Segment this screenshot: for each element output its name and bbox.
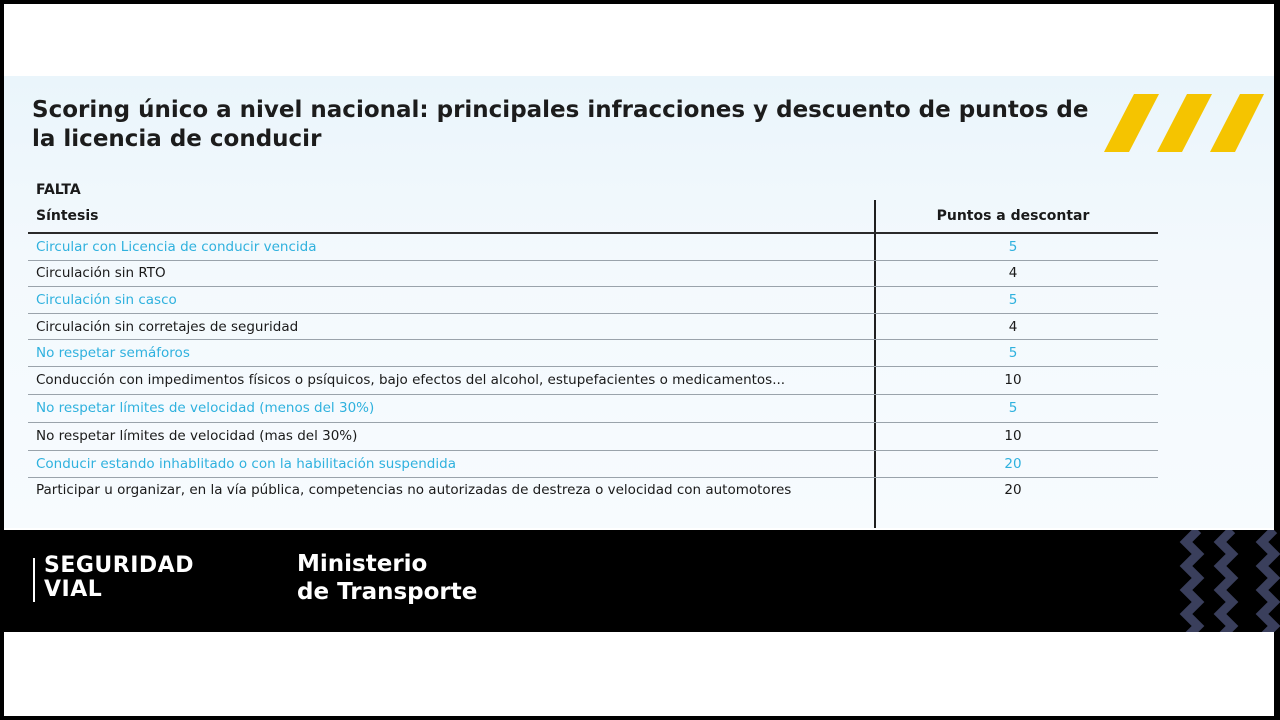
- row-falta: No respetar límites de velocidad (mas del 30%): [36, 428, 358, 445]
- table-row: [28, 287, 1158, 314]
- seguridad-vial-logo: [44, 554, 194, 602]
- header-puntos: Puntos a descontar: [936, 208, 1090, 224]
- table-row: [28, 423, 1158, 451]
- table-row: [28, 261, 1158, 288]
- table-row: [28, 478, 1158, 508]
- row-falta: Circulación sin corretajes de seguridad: [36, 318, 299, 335]
- table-row: [28, 314, 1158, 341]
- brand-divider: [33, 558, 35, 602]
- brand-line-2: VIAL: [44, 577, 103, 602]
- table-row: [28, 451, 1158, 478]
- row-falta: Participar u organizar, en la vía pública, competencias no autorizadas de destreza o velocidad con automotores: [36, 481, 792, 498]
- row-puntos: 20: [1004, 455, 1022, 472]
- row-falta: Circular con Licencia de conducir vencida: [36, 238, 317, 255]
- row-puntos: 5: [1008, 238, 1018, 255]
- slide-title: Scoring único a nivel nacional: principales infracciones y descuento de puntos de la licencia de conducir: [32, 97, 1089, 152]
- table-body: [28, 234, 1158, 508]
- table-row: [28, 367, 1158, 395]
- row-puntos: 20: [1004, 481, 1022, 498]
- row-falta: Circulación sin RTO: [36, 265, 166, 282]
- ministry-line-1: Ministerio: [297, 551, 428, 577]
- row-puntos: 5: [1008, 400, 1018, 417]
- zigzag-pattern-decoration: [1176, 530, 1280, 632]
- row-falta: Circulación sin casco: [36, 291, 177, 308]
- table-row: [28, 340, 1158, 367]
- row-puntos: 5: [1008, 291, 1018, 308]
- row-falta: Conducción con impedimentos físicos o psíquicos, bajo efectos del alcohol, estupefacientes o medicamentos...: [36, 372, 786, 389]
- yellow-stripes-decoration: [1104, 94, 1264, 152]
- table-row: [28, 234, 1158, 261]
- brand-line-1: SEGURIDAD: [44, 553, 194, 578]
- row-puntos: 10: [1004, 372, 1022, 389]
- row-falta: No respetar límites de velocidad (menos del 30%): [36, 400, 375, 417]
- ministry-logo: [297, 550, 477, 606]
- row-puntos: 4: [1008, 265, 1018, 282]
- slide-content: [4, 76, 1274, 528]
- ministry-line-2: de Transporte: [297, 579, 478, 605]
- row-falta: No respetar semáforos: [36, 345, 190, 362]
- row-puntos: 10: [1004, 428, 1022, 445]
- header-falta: FALTA: [36, 182, 81, 198]
- row-falta: Conducir estando inhablitado o con la habilitación suspendida: [36, 455, 456, 472]
- header-sintesis: Síntesis: [36, 208, 99, 224]
- footer-bar: [0, 530, 1280, 632]
- row-puntos: 4: [1008, 318, 1018, 335]
- table-row: [28, 395, 1158, 423]
- row-puntos: 5: [1008, 345, 1018, 362]
